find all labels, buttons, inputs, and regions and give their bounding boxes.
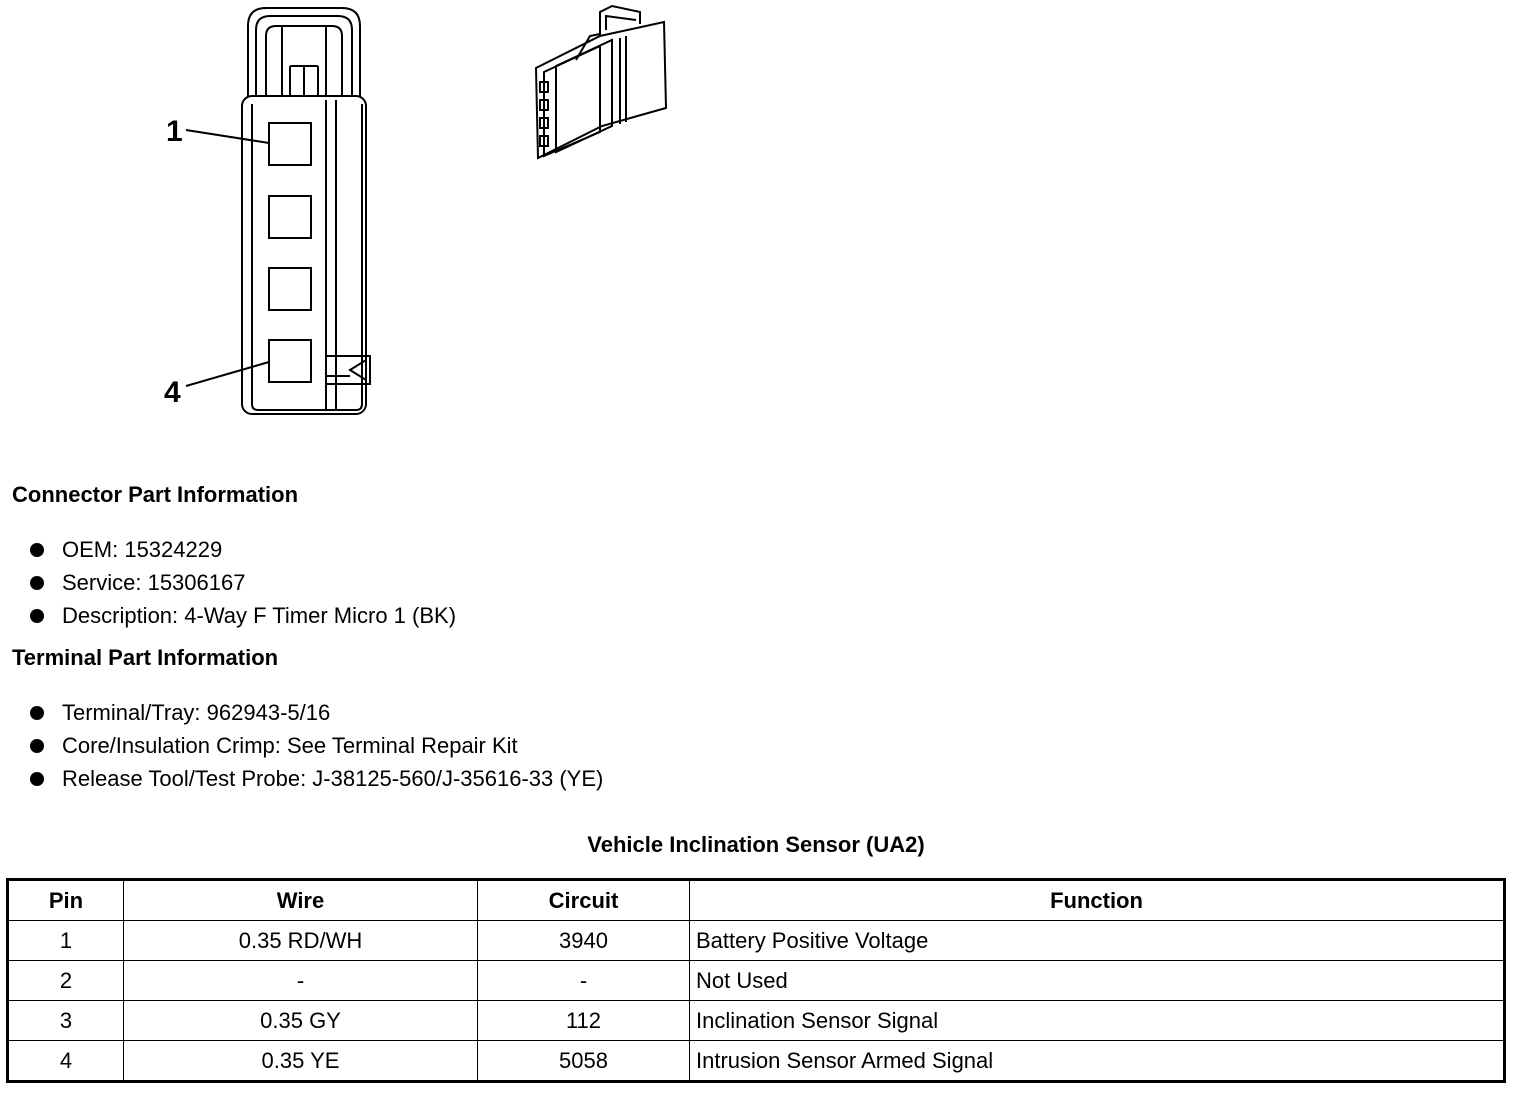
terminal-info-heading: Terminal Part Information bbox=[12, 645, 279, 670]
cell-circuit: 112 bbox=[478, 1001, 690, 1041]
table-title: Vehicle Inclination Sensor (UA2) bbox=[587, 832, 925, 857]
cell-function: Inclination Sensor Signal bbox=[690, 1001, 1505, 1041]
bullet-icon bbox=[30, 543, 44, 557]
list-item-text: Description: 4-Way F Timer Micro 1 (BK) bbox=[62, 603, 457, 628]
connector-face-diagram bbox=[0, 0, 760, 440]
cavity-4 bbox=[269, 340, 311, 382]
list-item bbox=[30, 762, 603, 795]
cell-pin: 2 bbox=[8, 961, 124, 1001]
cell-circuit: - bbox=[478, 961, 690, 1001]
side-lock bbox=[326, 356, 370, 384]
list-item-text: Core/Insulation Crimp: See Terminal Repair Kit bbox=[62, 733, 518, 758]
leader-line-1 bbox=[186, 130, 269, 143]
header-pin: Pin bbox=[8, 880, 124, 921]
table-row bbox=[8, 961, 1505, 1001]
list-item bbox=[30, 696, 603, 729]
pin-label-1: 1 bbox=[166, 115, 183, 148]
connector-info-list bbox=[30, 533, 456, 632]
connector-body bbox=[242, 96, 366, 414]
connector-isometric-view bbox=[536, 6, 666, 158]
terminal-info-list bbox=[30, 696, 603, 795]
table-row bbox=[8, 1041, 1505, 1082]
list-item bbox=[30, 566, 456, 599]
connector-info-heading: Connector Part Information bbox=[12, 482, 299, 507]
list-item-text: Terminal/Tray: 962943-5/16 bbox=[62, 700, 331, 725]
cell-circuit: 3940 bbox=[478, 921, 690, 961]
table-header-row bbox=[8, 880, 1505, 921]
cavity-3 bbox=[269, 268, 311, 310]
cavity-1 bbox=[269, 123, 311, 165]
list-item-text: Release Tool/Test Probe: J-38125-560/J-35616-33 (YE) bbox=[62, 766, 604, 791]
cell-pin: 1 bbox=[8, 921, 124, 961]
cell-circuit: 5058 bbox=[478, 1041, 690, 1082]
bullet-icon bbox=[30, 739, 44, 753]
cell-function: Not Used bbox=[690, 961, 1505, 1001]
pin-label-4: 4 bbox=[164, 376, 181, 409]
table-row bbox=[8, 921, 1505, 961]
bullet-icon bbox=[30, 772, 44, 786]
cell-pin: 4 bbox=[8, 1041, 124, 1082]
list-item-text: OEM: 15324229 bbox=[62, 537, 223, 562]
list-item bbox=[30, 533, 456, 566]
header-circuit: Circuit bbox=[478, 880, 690, 921]
cell-wire: - bbox=[124, 961, 478, 1001]
cell-wire: 0.35 YE bbox=[124, 1041, 478, 1082]
cell-wire: 0.35 GY bbox=[124, 1001, 478, 1041]
header-wire: Wire bbox=[124, 880, 478, 921]
header-function: Function bbox=[690, 880, 1505, 921]
cavity-2 bbox=[269, 196, 311, 238]
list-item bbox=[30, 729, 603, 762]
cell-wire: 0.35 RD/WH bbox=[124, 921, 478, 961]
table-row bbox=[8, 1001, 1505, 1041]
cell-pin: 3 bbox=[8, 1001, 124, 1041]
leader-line-4 bbox=[186, 362, 269, 386]
pinout-table bbox=[6, 878, 1506, 1083]
cell-function: Battery Positive Voltage bbox=[690, 921, 1505, 961]
cell-function: Intrusion Sensor Armed Signal bbox=[690, 1041, 1505, 1082]
bullet-icon bbox=[30, 706, 44, 720]
list-item-text: Service: 15306167 bbox=[62, 570, 246, 595]
bullet-icon bbox=[30, 609, 44, 623]
list-item bbox=[30, 599, 456, 632]
bullet-icon bbox=[30, 576, 44, 590]
